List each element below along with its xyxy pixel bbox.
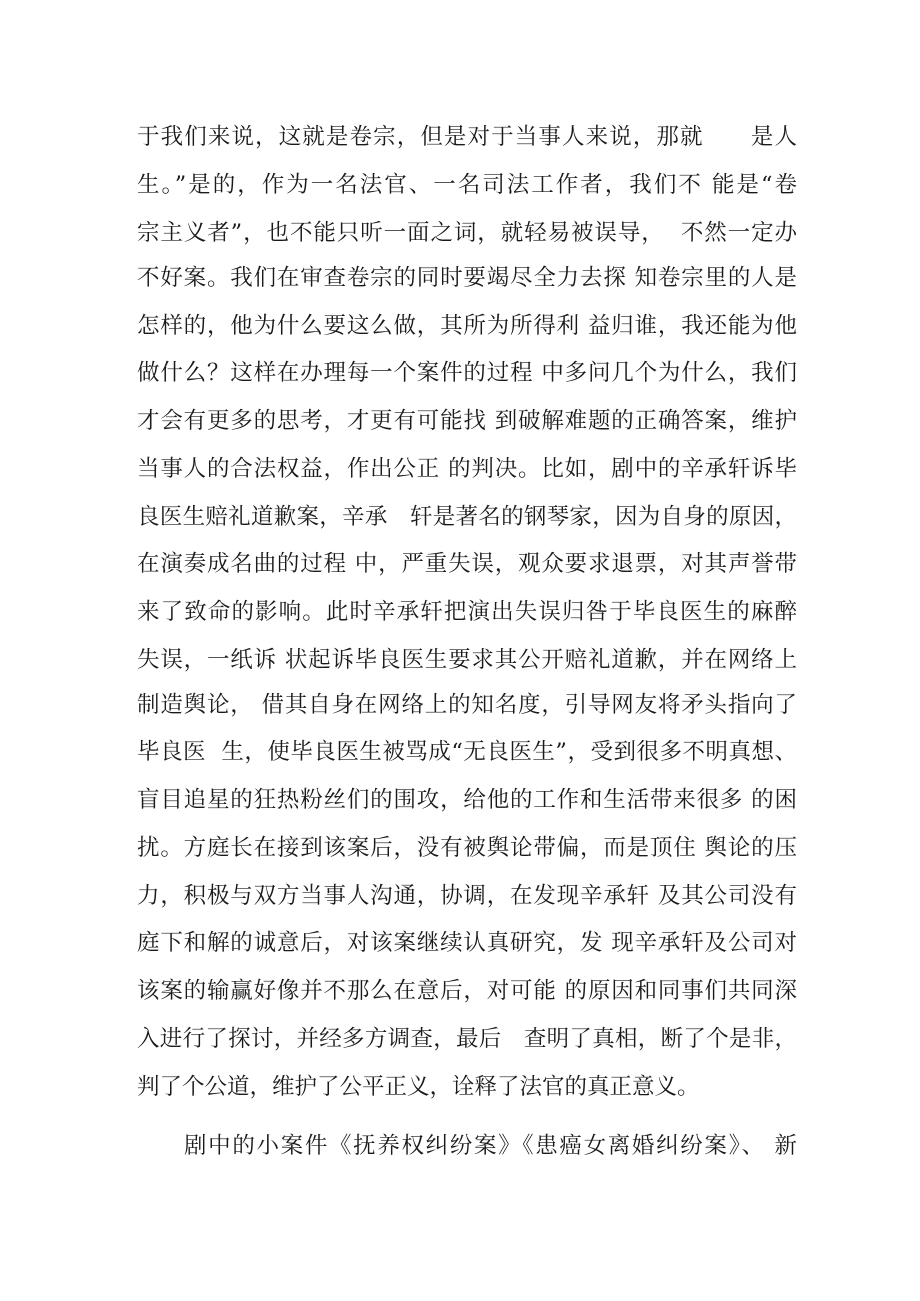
text-line-20: 入进行了探讨，并经多方调查，最后 查明了真相，断了个是非， — [137, 1026, 797, 1052]
text-line-18: 庭下和解的诚意后，对该案继续认真研究，发 现辛承轩及公司对 — [137, 930, 797, 956]
text-line-9: 良医生赔礼道歉案，辛承 轩是著名的钢琴家，因为自身的原因， — [137, 504, 797, 530]
text-line-5: 怎样的，他为什么要这么做，其所为所得利 益归谁，我还能为他 — [137, 313, 797, 339]
text-line-4: 不好案。我们在审查卷宗的同时要竭尽全力去探 知卷宗里的人是 — [137, 265, 797, 291]
text-line-12: 失误，一纸诉 状起诉毕良医生要求其公开赔礼道歉，并在网络上 — [137, 647, 797, 673]
text-line-1: 于我们来说，这就是卷宗，但是对于当事人来说，那就 是人 — [137, 124, 797, 150]
text-line-3: 宗主义者”，也不能只听一面之词，就轻易被误导， 不然一定办 — [137, 220, 797, 246]
text-line-13: 制造舆论， 借其自身在网络上的知名度，引导网友将矛头指向了 — [137, 692, 797, 718]
text-line-8: 当事人的合法权益，作出公正 的判决。比如，剧中的辛承轩诉毕 — [137, 456, 797, 482]
text-line-21: 判了个公道，维护了公平正义，诠释了法官的真正意义。 — [137, 1074, 700, 1100]
text-line-6: 做什么？这样在办理每一个案件的过程 中多问几个为什么，我们 — [137, 360, 797, 386]
text-line-16: 扰。方庭长在接到该案后，没有被舆论带偏，而是顶住 舆论的压 — [137, 835, 797, 861]
text-line-11: 来了致命的影响。此时辛承轩把演出失误归咎于毕良医生的麻醉 — [137, 599, 797, 625]
text-line-17: 力，积极与双方当事人沟通，协调，在发现辛承轩 及其公司没有 — [137, 883, 797, 909]
text-line-10: 在演奏成名曲的过程 中，严重失误，观众要求退票，对其声誉带 — [137, 551, 797, 577]
text-line-15: 盲目追星的狂热粉丝们的围攻，给他的工作和生活带来很多 的困 — [137, 787, 797, 813]
text-line-22: 剧中的小案件《抚养权纠纷案》《患癌女离婚纠纷案》、 新 — [184, 1133, 797, 1159]
text-line-2: 生。”是的，作为一名法官、一名司法工作者，我们不 能是“卷 — [137, 172, 797, 198]
text-line-19: 该案的输赢好像并不那么在意后，对可能 的原因和同事们共同深 — [137, 978, 797, 1004]
text-line-14: 毕良医 生，使毕良医生被骂成“无良医生”，受到很多不明真想、 — [137, 739, 797, 765]
text-line-7: 才会有更多的思考，才更有可能找 到破解难题的正确答案，维护 — [137, 408, 797, 434]
